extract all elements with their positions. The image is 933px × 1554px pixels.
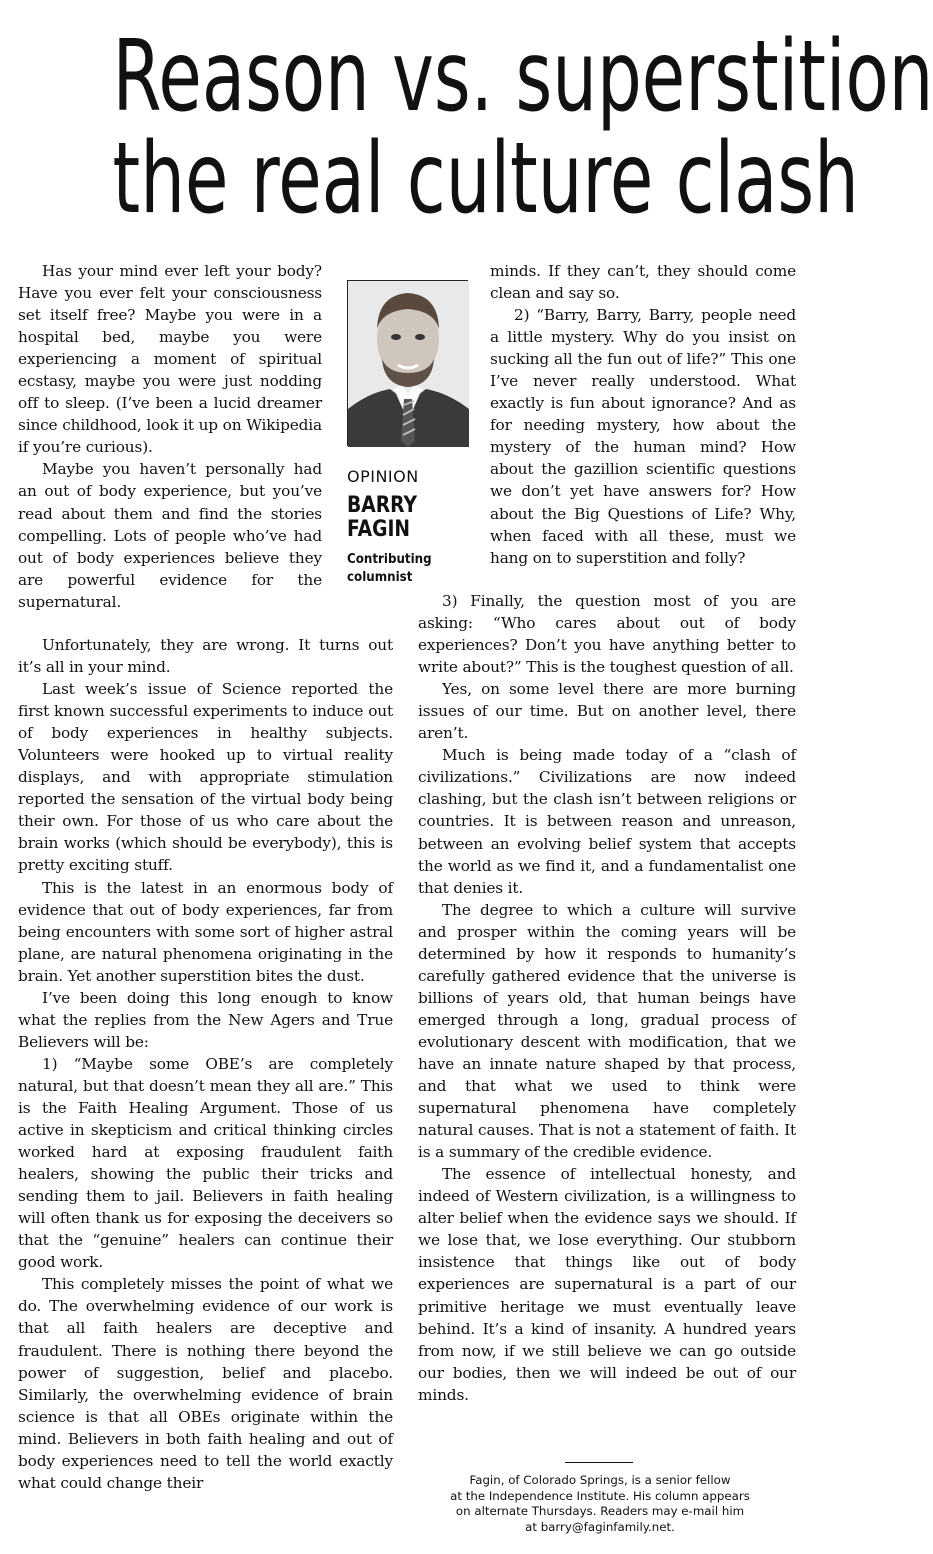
- footer-divider: [565, 1462, 633, 1463]
- column-1-bottom: [18, 634, 393, 1494]
- footer-line-2: at the Independence Institute. His column appears: [450, 1488, 750, 1503]
- footer-line-1: Fagin, of Colorado Springs, is a senior fellow: [469, 1473, 731, 1487]
- paragraph: The degree to which a culture will survive and prosper within the coming years will be determined by how it responds to humanity’s carefully gathered evidence that the universe is billions of years old, that human beings have emerged through a long, gradual process of evolutionary descent with modification, that we have an innate nature shaped by that process, and that what we used to think were supernatural phenomena have completely natural causes. That is not a statement of faith. It is a summary of the credible evidence.: [418, 900, 796, 1162]
- column-2-bottom: [418, 590, 796, 1406]
- author-role-line-1: Contributing: [347, 551, 432, 567]
- author-name: [347, 494, 417, 542]
- paragraph: The essence of intellectual honesty, and indeed of Western civilization, is a willingness to alter belief when the evidence says we should. If we lose that, we lose everything. Our stubborn insistence that things like out of body experiences are supernatural is a part of our primitive heritage we must eventually leave behind. It’s a kind of insanity. A hundred years from now, if we still believe we can go outside our bodies, then we will indeed be out of our minds.: [418, 1165, 796, 1404]
- author-first-name: BARRY: [347, 493, 418, 518]
- paragraph: Unfortunately, they are wrong. It turns out it’s all in your mind.: [18, 636, 393, 677]
- paragraph: This is the latest in an enormous body of evidence that out of body experiences, far from being encounters with some sort of higher astral plane, are natural phenomena originating in the brain. Yet another superstition bites the dust.: [18, 878, 393, 985]
- paragraph: 2) “Barry, Barry, Barry, people need a little mystery. Why do you insist on sucking all the fun out of life?” This one I’ve never really understood. What exactly is fun about ignorance? And as for needing mystery, how about the mystery of the human mind? How about the gazillion scientific questions we don’t yet have answers for? How about the Big Questions of Life? Why, when faced with all these, must we hang on to superstition and folly?: [490, 306, 796, 567]
- paragraph: 1) “Maybe some OBE’s are completely natural, but that doesn’t mean they all are.” This is the Faith Healing Argument. Those of us active in skepticism and critical thinking circles worked hard at exposing fraudulent faith healers, showing the public their tricks and sending them to jail. Believers in faith healing will often thank us for exposing the deceivers so that the “genuine” healers can continue their good work.: [18, 1054, 393, 1272]
- author-role: [347, 550, 435, 586]
- paragraph: This completely misses the point of what we do. The overwhelming evidence of our work is that all faith healers are deceptive and fraudulent. There is nothing there beyond the power of suggestion, belief and placebo. Similarly, the overwhelming evidence of brain science is that all OBEs originate within the mind. Believers in both faith healing and out of body experiences need to tell the world exactly what could change their: [18, 1275, 393, 1492]
- footer-line-3: on alternate Thursdays. Readers may e-mail him: [455, 1504, 745, 1518]
- paragraph: Has your mind ever left your body? Have you ever felt your consciousness set itself free? Maybe you were in a hospital bed, maybe you were experiencing a moment of spiritual ecstasy, maybe you were just nodding off to sleep. (I’ve been a lucid dreamer since childhood, look it up on Wikipedia if you’re curious).: [18, 262, 322, 457]
- footer-line-4: at barry@faginfamily.net.: [525, 1519, 675, 1534]
- author-portrait-icon: [348, 281, 469, 447]
- paragraph: 3) Finally, the question most of you are asking: “Who cares about out of body experiences? Don’t you have anything better to write about?” This is the toughest question of all.: [418, 592, 796, 677]
- author-photo: [347, 280, 468, 446]
- headline-line-1: Reason vs. superstition: [112, 20, 933, 134]
- paragraph: I’ve been doing this long enough to know what the replies from the New Agers and True Believers will be:: [18, 988, 393, 1051]
- paragraph: Last week’s issue of Science reported the first known successful experiments to induce out of body experiences in healthy subjects. Volunteers were hooked up to virtual reality displays, and with appropriate stimulation reported the sensation of the virtual body being their own. For those of us who care about the brain works (which should be everybody), this is pretty exciting stuff.: [18, 680, 393, 875]
- author-last-name: FAGIN: [347, 517, 411, 542]
- paragraph: minds. If they can’t, they should come clean and say so.: [490, 262, 796, 303]
- headline-line-2: the real culture clash: [112, 122, 859, 236]
- column-1-top: [18, 260, 322, 613]
- author-role-line-2: columnist: [347, 569, 413, 585]
- paragraph: Maybe you haven’t personally had an out of body experience, but you’ve read about them and find the stories compelling. Lots of people who’ve had out of body experiences believe they are powerful evidence for the supernatural.: [18, 460, 322, 611]
- opinion-kicker: OPINION: [347, 467, 419, 486]
- paragraph: Much is being made today of a “clash of civilizations.” Civilizations are now indeed clashing, but the clash isn’t between religions or countries. It is between reason and unreason, between an evolving belief system that accepts the world as we find it, and a fundamentalist one that denies it.: [418, 746, 796, 897]
- paragraph: Yes, on some level there are more burning issues of our time. But on another level, there aren’t.: [418, 680, 796, 743]
- author-bio-footer: [430, 1473, 770, 1535]
- column-2-top: [490, 260, 796, 569]
